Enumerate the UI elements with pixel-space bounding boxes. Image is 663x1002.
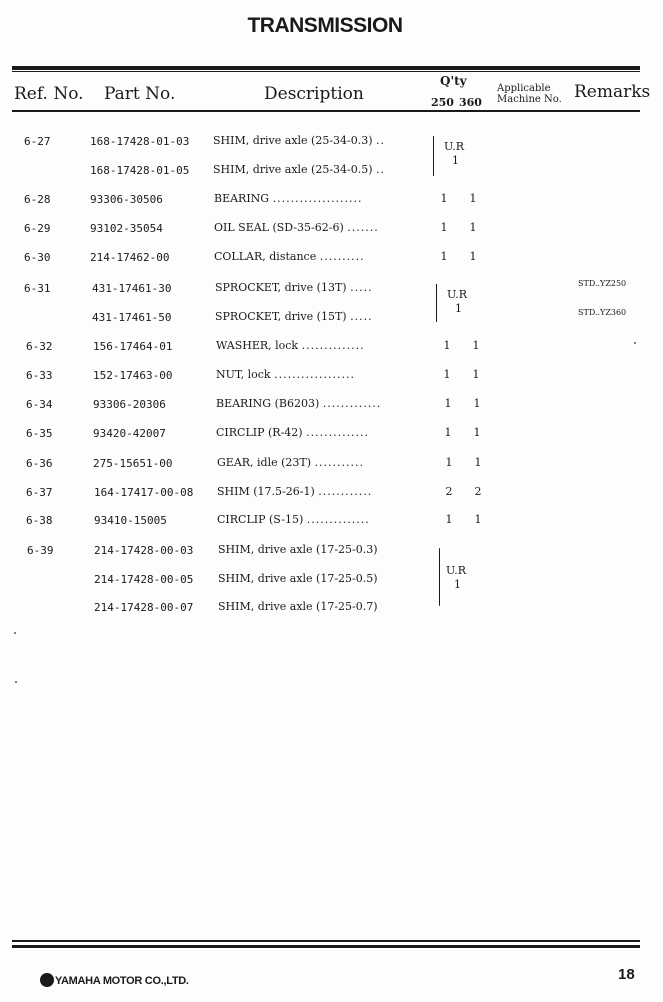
row-description: SPROCKET, drive (13T) ..... — [215, 281, 373, 294]
row-qty-250: 1 — [444, 426, 452, 439]
row-qty-360: 1 — [474, 456, 482, 469]
row-part-no: 214-17428-00-03 — [94, 544, 194, 557]
row-description: GEAR, idle (23T) ........... — [217, 456, 365, 469]
row-part-no: 93102-35054 — [90, 222, 163, 235]
row-ref: 6-29 — [24, 222, 51, 235]
group-label: U.R — [447, 288, 468, 301]
page-number: 18 — [618, 966, 635, 983]
row-description: SHIM, drive axle (17-25-0.3) — [218, 543, 378, 556]
row-description: BEARING (B6203) ............. — [216, 397, 382, 410]
row-part-no: 156-17464-01 — [93, 340, 173, 353]
group-qty: 1 — [455, 302, 462, 315]
row-description: SHIM, drive axle (25-34-0.3) .. — [213, 134, 386, 147]
row-ref: 6-34 — [26, 398, 53, 411]
row-qty-360: 1 — [473, 397, 481, 410]
row-description: CIRCLIP (R-42) .............. — [216, 426, 370, 439]
group-qty: 1 — [452, 154, 459, 167]
group-qty: 1 — [454, 578, 461, 591]
header-rule-top-thin — [12, 71, 640, 72]
row-part-no: 93306-20306 — [93, 398, 166, 411]
header-rule-bottom — [12, 110, 640, 112]
row-ref: 6-37 — [26, 486, 53, 499]
row-ref: 6-28 — [24, 193, 51, 206]
row-qty-360: 1 — [472, 368, 480, 381]
row-qty-360: 1 — [474, 513, 482, 526]
row-ref: 6-32 — [26, 340, 53, 353]
row-part-no: 275-15651-00 — [93, 457, 173, 470]
scan-speck — [15, 681, 17, 683]
row-qty-360: 2 — [474, 485, 482, 498]
header-qty: Q'ty — [440, 74, 467, 88]
row-description: SHIM, drive axle (17-25-0.5) — [218, 572, 378, 585]
header-applicable: Applicable — [497, 83, 551, 94]
row-qty-360: 1 — [469, 192, 477, 205]
row-qty-250: 1 — [445, 456, 453, 469]
group-label: U.R — [444, 140, 465, 153]
header-part-no: Part No. — [104, 84, 176, 104]
row-qty-250: 1 — [445, 513, 453, 526]
row-qty-250: 2 — [445, 485, 453, 498]
row-part-no: 93410-15005 — [94, 514, 167, 527]
row-part-no: 164-17417-00-08 — [94, 486, 194, 499]
row-part-no: 214-17428-00-07 — [94, 601, 194, 614]
scan-speck — [14, 632, 16, 634]
row-part-no: 152-17463-00 — [93, 369, 173, 382]
yamaha-emblem-icon — [40, 973, 54, 987]
row-qty-360: 1 — [469, 221, 477, 234]
row-description: COLLAR, distance .......... — [214, 250, 365, 263]
row-part-no: 431-17461-50 — [92, 311, 172, 324]
row-ref: 6-27 — [24, 135, 51, 148]
row-remark: STD..YZ250 — [578, 279, 627, 288]
header-rule-top — [12, 66, 640, 70]
row-qty-250: 1 — [443, 339, 451, 352]
row-ref: 6-30 — [24, 251, 51, 264]
row-qty-360: 1 — [469, 250, 477, 263]
row-description: NUT, lock .................. — [216, 368, 356, 381]
row-qty-250: 1 — [443, 368, 451, 381]
row-part-no: 431-17461-30 — [92, 282, 172, 295]
row-part-no: 214-17428-00-05 — [94, 573, 194, 586]
group-brace — [436, 284, 437, 322]
row-qty-250: 1 — [440, 221, 448, 234]
row-description: OIL SEAL (SD-35-62-6) ....... — [214, 221, 379, 234]
row-ref: 6-38 — [26, 514, 53, 527]
row-ref: 6-39 — [27, 544, 54, 557]
row-qty-360: 1 — [473, 426, 481, 439]
row-description: WASHER, lock .............. — [216, 339, 365, 352]
row-qty-250: 1 — [440, 192, 448, 205]
row-ref: 6-36 — [26, 457, 53, 470]
row-ref: 6-31 — [24, 282, 51, 295]
row-ref: 6-35 — [26, 427, 53, 440]
header-machine-no: Machine No. — [497, 94, 562, 105]
page-title: TRANSMISSION — [247, 14, 403, 37]
row-part-no: 214-17462-00 — [90, 251, 170, 264]
footer-rule-thick — [12, 945, 640, 948]
row-part-no: 93420-42007 — [93, 427, 166, 440]
row-part-no: 168-17428-01-05 — [90, 164, 190, 177]
row-description: SHIM (17.5-26-1) ............ — [217, 485, 373, 498]
row-qty-360: 1 — [472, 339, 480, 352]
row-qty-250: 1 — [440, 250, 448, 263]
row-description: BEARING .................... — [214, 192, 363, 205]
row-description: CIRCLIP (S-15) .............. — [217, 513, 370, 526]
row-description: SHIM, drive axle (25-34-0.5) .. — [213, 163, 386, 176]
header-ref-no: Ref. No. — [14, 84, 84, 104]
group-label: U.R — [446, 564, 467, 577]
row-ref: 6-33 — [26, 369, 53, 382]
company-logo — [40, 973, 189, 987]
company-name: YAMAHA MOTOR CO.,LTD. — [55, 975, 189, 987]
header-remarks: Remarks — [574, 82, 651, 102]
group-brace — [433, 136, 434, 176]
scan-speck — [634, 342, 636, 344]
row-description: SPROCKET, drive (15T) ..... — [215, 310, 373, 323]
header-qty-250: 250 — [431, 96, 454, 109]
row-part-no: 93306-30506 — [90, 193, 163, 206]
row-remark: STD..YZ360 — [578, 308, 627, 317]
row-part-no: 168-17428-01-03 — [90, 135, 190, 148]
header-description: Description — [264, 84, 364, 104]
row-qty-250: 1 — [444, 397, 452, 410]
group-brace — [439, 548, 440, 606]
footer-rule-thin — [12, 940, 640, 942]
header-qty-360: 360 — [459, 96, 482, 109]
row-description: SHIM, drive axle (17-25-0.7) — [218, 600, 378, 613]
